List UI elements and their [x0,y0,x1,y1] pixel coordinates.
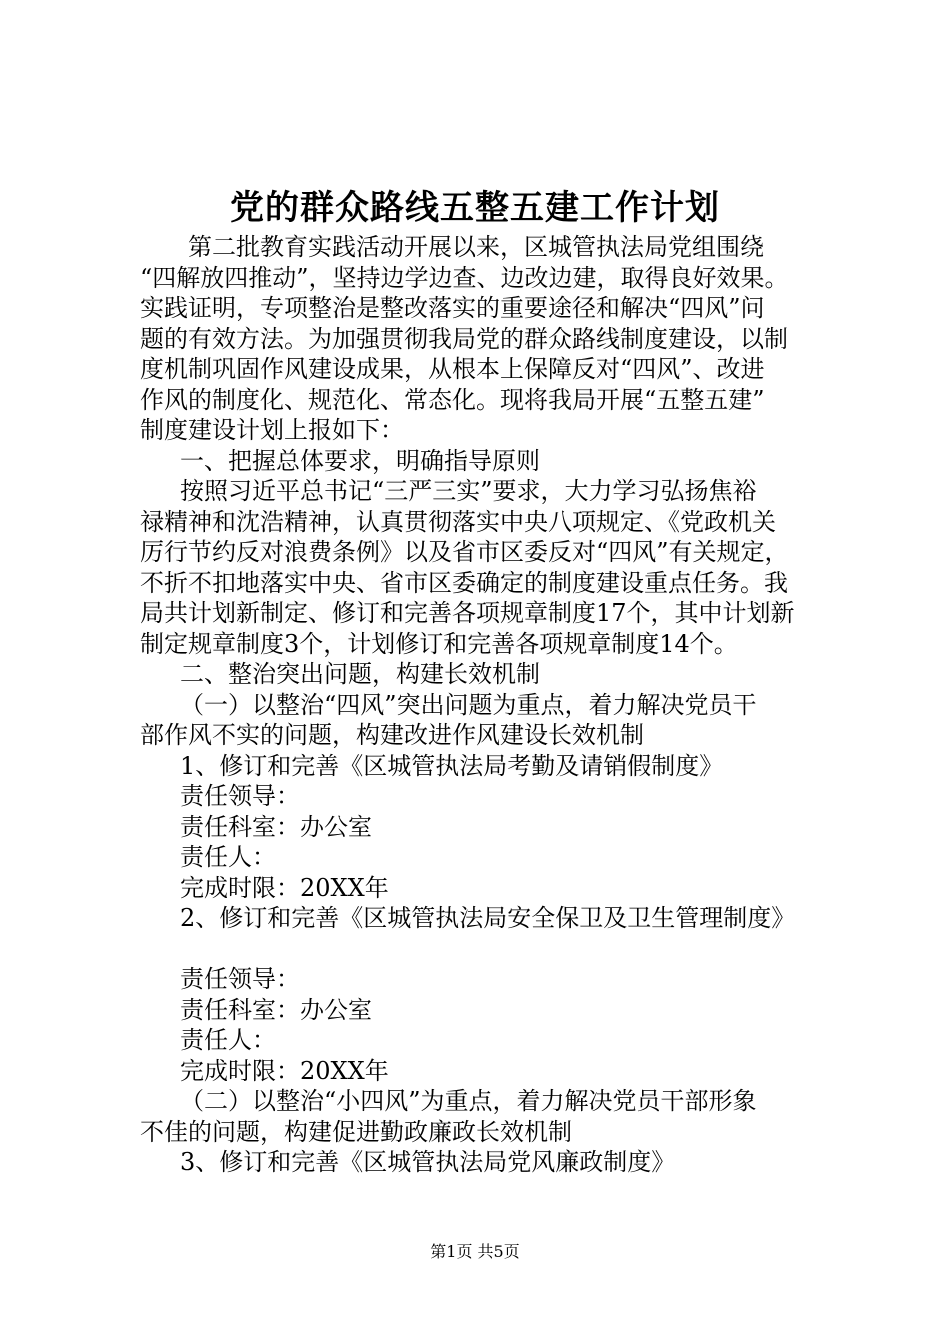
list-item: 1、修订和完善《区城管执法局考勤及请销假制度》 [180,751,724,780]
subsection-heading: 部作风不实的问题，构建改进作风建设长效机制 [140,721,644,749]
subsection-heading: （一）以整治“四风”突出问题为重点，着力解决党员干 [180,690,757,719]
paragraph-line: 厉行节约反对浪费条例》以及省市区委反对“四风”有关规定， [140,538,789,566]
paragraph-line: 第二批教育实践活动开展以来，区城管执法局党组围绕 [188,233,764,261]
paragraph-line: 度机制巩固作风建设成果，从根本上保障反对“四风”、改进 [140,355,765,383]
section-heading: 二、整治突出问题，构建长效机制 [180,660,540,688]
field-line: 完成时限：20XX年 [180,873,389,902]
paragraph-line: 实践证明，专项整治是整改落实的重要途径和解决“四风”问 [140,294,765,322]
paragraph-line: “四解放四推动”，坚持边学边查、边改边建，取得良好效果。 [140,263,789,292]
paragraph-line: 禄精神和沈浩精神，认真贯彻落实中央八项规定、《党政机关 [140,507,776,536]
list-item: 3、修订和完善《区城管执法局党风廉政制度》 [180,1148,676,1176]
document-title: 党的群众路线五整五建工作计划 [230,188,720,228]
field-line: 责任人： [180,1026,276,1054]
paragraph-line: 制定规章制度3个，计划修订和完善各项规章制度14个。 [140,629,738,658]
document-body [140,232,840,1178]
paragraph-line: 制度建设计划上报如下： [140,416,404,444]
list-item: 2、修订和完善《区城管执法局安全保卫及卫生管理制度》 [180,904,796,932]
field-line: 责任科室：办公室 [180,995,372,1024]
field-line: 责任人： [180,843,276,871]
paragraph-line: 作风的制度化、规范化、常态化。现将我局开展“五整五建” [140,385,765,414]
paragraph-line: 按照习近平总书记“三严三实”要求，大力学习弘扬焦裕 [180,477,757,505]
field-line: 完成时限：20XX年 [180,1056,389,1085]
paragraph-line: 局共计划新制定、修订和完善各项规章制度17个，其中计划新 [140,599,795,627]
subsection-heading: 不佳的问题，构建促进勤政廉政长效机制 [140,1117,572,1146]
page-number: 第1页 共5页 [430,1242,520,1261]
field-line: 责任科室：办公室 [180,812,372,841]
field-line: 责任领导： [180,965,300,993]
section-heading: 一、把握总体要求，明确指导原则 [180,446,540,475]
blank-line [140,934,840,965]
subsection-heading: （二）以整治“小四风”为重点，着力解决党员干部形象 [180,1087,757,1115]
field-line: 责任领导： [180,782,300,810]
paragraph-line: 不折不扣地落实中央、省市区委确定的制度建设重点任务。我 [140,568,788,597]
paragraph-line: 题的有效方法。为加强贯彻我局党的群众路线制度建设，以制 [140,324,788,353]
